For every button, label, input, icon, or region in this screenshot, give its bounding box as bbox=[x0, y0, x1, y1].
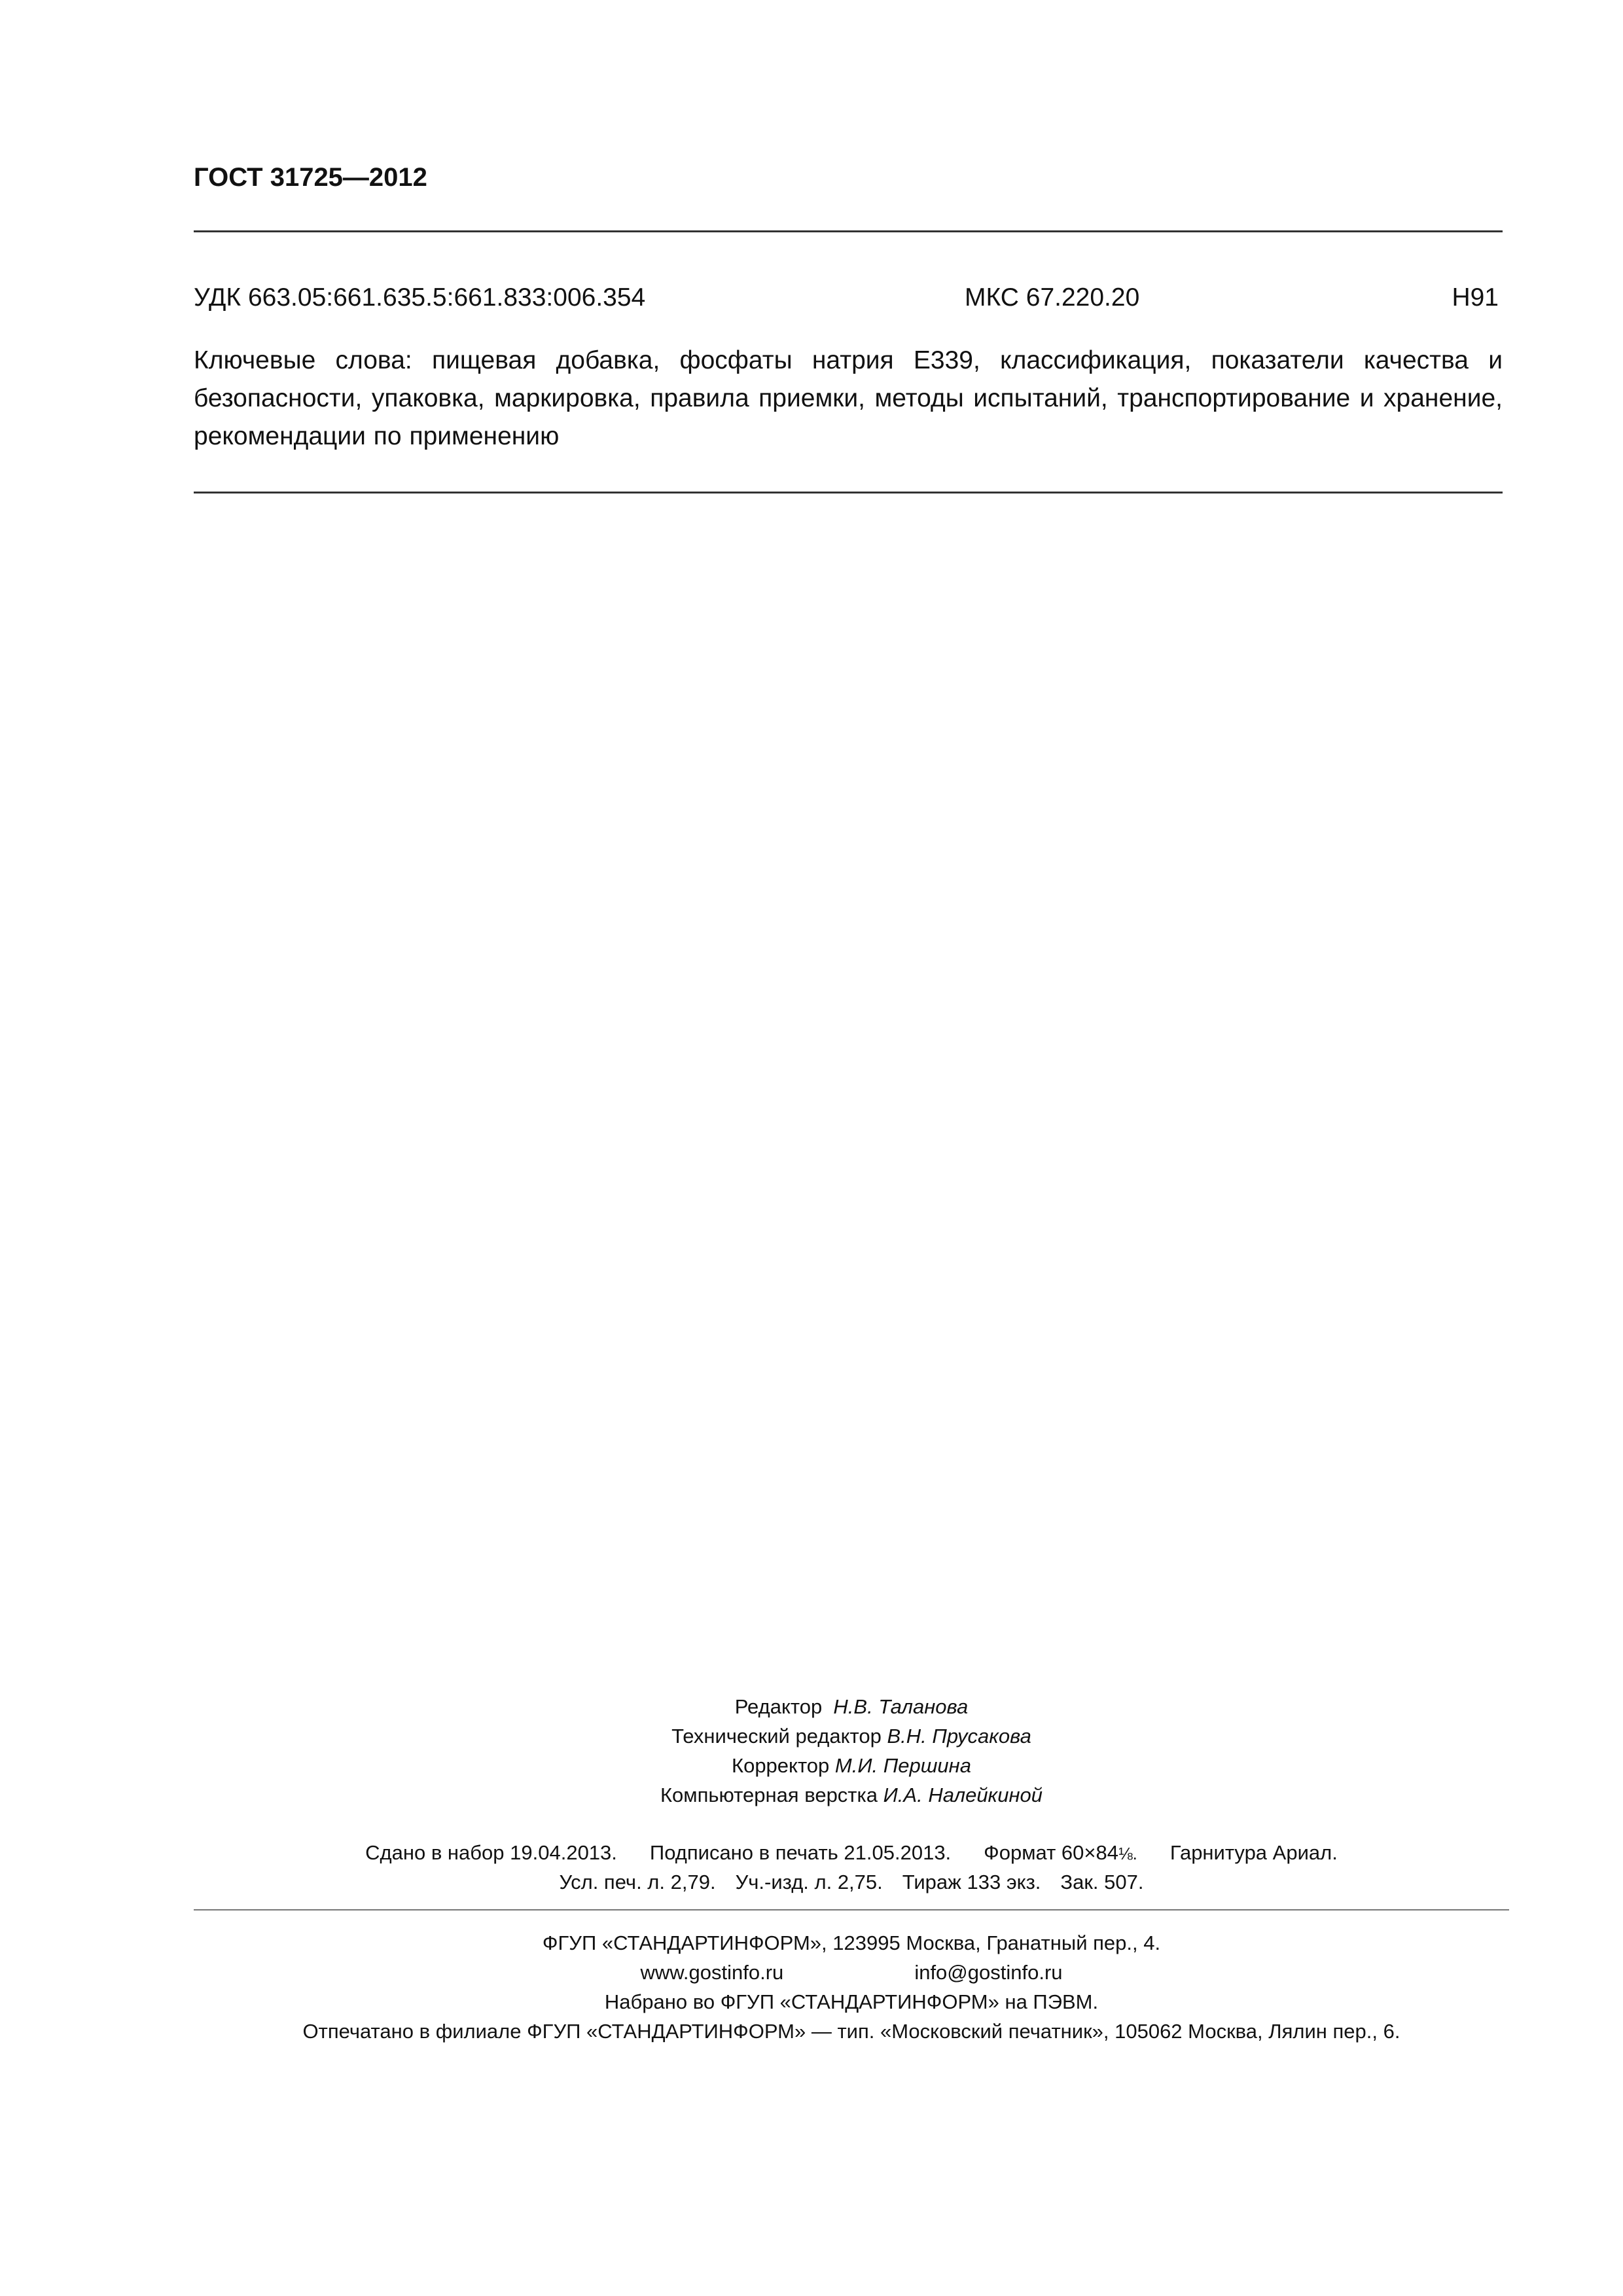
credits-block bbox=[194, 1692, 1509, 1810]
typeset-note: Набрано во ФГУП «СТАНДАРТИНФОРМ» на ПЭВМ. bbox=[604, 1990, 1099, 2013]
editor-label: Редактор bbox=[734, 1695, 823, 1718]
print-info-line-2 bbox=[194, 1867, 1509, 1897]
tech-editor-name: В.Н. Прусакова bbox=[887, 1725, 1031, 1748]
print-info-block bbox=[194, 1838, 1509, 1897]
publisher-address: ФГУП «СТАНДАРТИНФОРМ», 123995 Москва, Гранатный пер., 4. bbox=[542, 1931, 1161, 1954]
publisher-email[interactable]: info@gostinfo.ru bbox=[914, 1961, 1063, 1984]
publisher-block bbox=[194, 1928, 1509, 2046]
header-divider bbox=[194, 230, 1503, 232]
layout-line bbox=[194, 1780, 1509, 1810]
layout-label: Компьютерная верстка bbox=[660, 1784, 878, 1806]
signed-date: Подписано в печать 21.05.2013. bbox=[649, 1841, 952, 1864]
publisher-contacts bbox=[194, 1958, 1509, 1987]
corrector-name: М.И. Першина bbox=[834, 1754, 971, 1777]
mks-code: МКС 67.220.20 bbox=[965, 283, 1140, 312]
publisher-sheets: Уч.-изд. л. 2,75. bbox=[735, 1871, 883, 1893]
keywords-paragraph: Ключевые слова: пищевая добавка, фосфаты натрия Е339, классификация, показатели качества и безопасности, упаковка, маркировка, правила приемки, методы испытаний, транспортирование и хранение, рекомендации по применению bbox=[194, 346, 1503, 450]
print-info-line-1 bbox=[194, 1838, 1509, 1867]
paper-format-fraction: ⅛. bbox=[1118, 1844, 1137, 1863]
editor-name: Н.В. Таланова bbox=[833, 1695, 969, 1718]
tech-editor-label: Технический редактор bbox=[671, 1725, 882, 1748]
editor-line bbox=[194, 1692, 1509, 1721]
classification-row bbox=[194, 281, 1503, 314]
imprint-divider bbox=[194, 1909, 1509, 1910]
group-code: Н91 bbox=[1452, 283, 1499, 312]
tech-editor-line bbox=[194, 1721, 1509, 1751]
corrector-line bbox=[194, 1751, 1509, 1780]
layout-name: И.А. Налейкиной bbox=[883, 1784, 1043, 1806]
keywords-divider bbox=[194, 492, 1503, 493]
printed-note: Отпечатано в филиале ФГУП «СТАНДАРТИНФОРМ» — тип. «Московский печатник», 105062 Москва, Лялин пер., 6. bbox=[302, 2020, 1400, 2043]
paper-format: Формат 60×84 bbox=[984, 1841, 1118, 1864]
publisher-website[interactable]: www.gostinfo.ru bbox=[640, 1961, 784, 1984]
typeface: Гарнитура Ариал. bbox=[1169, 1841, 1338, 1864]
standard-number: ГОСТ 31725—2012 bbox=[194, 163, 427, 192]
submitted-date: Сдано в набор 19.04.2013. bbox=[365, 1841, 617, 1864]
circulation: Тираж 133 экз. bbox=[902, 1871, 1041, 1893]
order-number: Зак. 507. bbox=[1060, 1871, 1144, 1893]
corrector-label: Корректор bbox=[732, 1754, 830, 1777]
print-sheets: Усл. печ. л. 2,79. bbox=[559, 1871, 716, 1893]
udk-code: УДК 663.05:661.635.5:661.833:006.354 bbox=[194, 283, 646, 312]
